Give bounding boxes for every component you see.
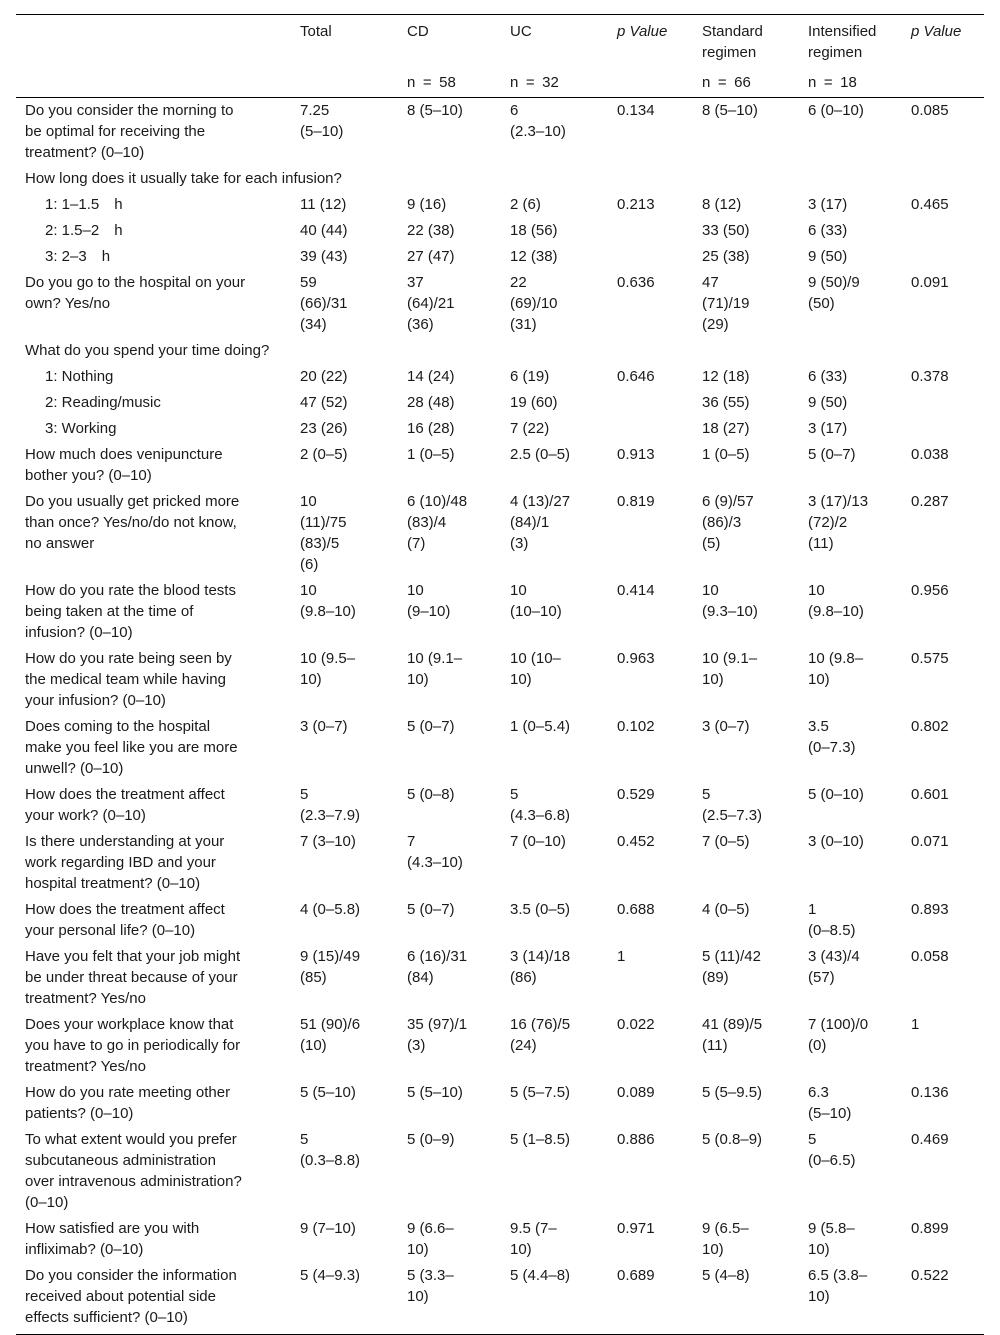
intensified-cell: 9 (5.8– 10) — [808, 1220, 855, 1258]
intensified-cell: 5 (0–10) — [808, 786, 864, 803]
question-cell: Is there understanding at your work regarding IBD and your hospital treatment? (0–10) — [25, 833, 225, 892]
intensified-cell: 9 (50)/9 (50) — [808, 274, 860, 312]
standard-cell: 36 (55) — [702, 394, 750, 411]
p-value-1-cell: 0.688 — [617, 901, 655, 918]
table-row — [16, 646, 984, 714]
question-cell: 1: Nothing — [45, 368, 114, 385]
question-cell: Have you felt that your job might be under threat because of your treatment? Yes/no — [25, 948, 241, 1007]
p-value-2-cell — [902, 390, 984, 416]
intensified-cell: 3.5 (0–7.3) — [808, 718, 856, 756]
total-cell: 5 (5–10) — [300, 1084, 356, 1101]
question-cell: 3: 2–3 h — [45, 248, 111, 265]
total-cell: 9 (7–10) — [300, 1220, 356, 1237]
total-cell: 2 (0–5) — [300, 446, 348, 463]
p-value-1-cell — [608, 416, 693, 442]
intensified-cell: 5 (0–6.5) — [808, 1131, 856, 1169]
uc-cell: 9.5 (7– 10) — [510, 1220, 557, 1258]
intensified-cell: 6 (0–10) — [808, 102, 864, 119]
standard-cell: 41 (89)/5 (11) — [702, 1016, 763, 1054]
total-cell: 7 (3–10) — [300, 833, 356, 850]
question-cell: Do you go to the hospital on your own? Yes/no — [25, 274, 246, 312]
header-p-value-1: p Value — [608, 15, 693, 67]
intensified-cell: 3 (17) — [808, 420, 848, 437]
uc-cell: 7 (22) — [510, 420, 550, 437]
standard-cell: 5 (0.8–9) — [702, 1131, 763, 1148]
table-row — [16, 192, 984, 218]
standard-cell: 4 (0–5) — [702, 901, 750, 918]
cd-cell: 10 (9–10) — [407, 582, 451, 620]
p-value-2-cell: 0.893 — [911, 901, 949, 918]
header-p-value-2: p Value — [902, 15, 984, 67]
p-value-1-cell: 0.134 — [617, 102, 655, 119]
p-value-2-cell: 0.378 — [911, 368, 949, 385]
p-value-1-cell: 0.646 — [617, 368, 655, 385]
intensified-cell: 3 (0–10) — [808, 833, 864, 850]
uc-cell: 10 (10– 10) — [510, 650, 561, 688]
table-row — [16, 364, 984, 390]
p-value-1-cell: 0.022 — [617, 1016, 655, 1033]
uc-cell: 5 (5–7.5) — [510, 1084, 571, 1101]
total-cell: 59 (66)/31 (34) — [300, 274, 348, 333]
results-table — [16, 14, 984, 1335]
total-cell: 40 (44) — [300, 222, 348, 239]
p-value-2-cell: 0.287 — [911, 493, 949, 510]
cd-cell: 5 (0–7) — [407, 901, 455, 918]
question-cell: Does coming to the hospital make you feel like you are more unwell? (0–10) — [25, 718, 238, 777]
cd-cell: 5 (0–9) — [407, 1131, 455, 1148]
uc-cell: 5 (4.3–6.8) — [510, 786, 571, 824]
n-cd: n = 58 — [398, 66, 501, 98]
p-value-1-cell: 0.414 — [617, 582, 655, 599]
uc-cell: 5 (4.4–8) — [501, 1263, 608, 1335]
question-cell: How does the treatment affect your work? (0–10) — [25, 786, 225, 824]
table-row — [16, 338, 984, 364]
table-row — [16, 442, 984, 489]
p-value-1-cell: 0.529 — [617, 786, 655, 803]
p-value-1-cell: 0.452 — [617, 833, 655, 850]
n-intensified: n = 18 — [799, 66, 902, 98]
n-uc: n = 32 — [501, 66, 608, 98]
p-value-1-cell: 0.971 — [617, 1220, 655, 1237]
question-cell: How much does venipuncture bother you? (0–10) — [25, 446, 223, 484]
total-cell: 10 (11)/75 (83)/5 (6) — [300, 493, 347, 573]
question-cell: 1: 1–1.5 h — [45, 196, 123, 213]
table-row — [16, 218, 984, 244]
uc-cell: 6 (19) — [510, 368, 550, 385]
question-cell: 2: Reading/music — [45, 394, 161, 411]
intensified-cell: 3 (17) — [808, 196, 848, 213]
p-value-1-cell: 0.913 — [617, 446, 655, 463]
p-value-1-cell: 0.689 — [608, 1263, 693, 1335]
question-cell: Do you consider the information received about potential side effects sufficient? (0–10) — [16, 1263, 291, 1335]
standard-cell: 47 (71)/19 (29) — [702, 274, 750, 333]
p-value-2-cell: 0.058 — [911, 948, 949, 965]
header-question — [16, 15, 291, 67]
cd-cell: 5 (0–8) — [407, 786, 455, 803]
intensified-cell: 6 (33) — [808, 368, 848, 385]
question-cell: To what extent would you prefer subcutaneous administration over intravenous administration? (0–10) — [25, 1131, 242, 1211]
p-value-2-cell: 0.136 — [911, 1084, 949, 1101]
p-value-2-cell: 0.465 — [911, 196, 949, 213]
cd-cell: 6 (16)/31 (84) — [407, 948, 468, 986]
uc-cell: 4 (13)/27 (84)/1 (3) — [510, 493, 571, 552]
p-value-2-cell: 0.899 — [911, 1220, 949, 1237]
total-cell: 20 (22) — [300, 368, 348, 385]
p-value-1-cell — [608, 218, 693, 244]
uc-cell: 18 (56) — [510, 222, 558, 239]
table-row — [16, 782, 984, 829]
table-row — [16, 578, 984, 646]
p-value-2-cell: 0.522 — [902, 1263, 984, 1335]
cd-cell: 14 (24) — [407, 368, 455, 385]
total-cell: 51 (90)/6 (10) — [300, 1016, 361, 1054]
uc-cell: 7 (0–10) — [510, 833, 566, 850]
standard-cell: 10 (9.3–10) — [702, 582, 758, 620]
cd-cell: 37 (64)/21 (36) — [407, 274, 455, 333]
table-row — [16, 98, 984, 167]
table-row — [16, 390, 984, 416]
question-cell: 2: 1.5–2 h — [45, 222, 123, 239]
section-heading: What do you spend your time doing? — [25, 342, 270, 359]
cd-cell: 7 (4.3–10) — [407, 833, 463, 871]
header-total: Total — [291, 15, 398, 67]
uc-cell: 1 (0–5.4) — [510, 718, 571, 735]
total-cell: 47 (52) — [300, 394, 348, 411]
p-value-2-cell: 0.071 — [911, 833, 949, 850]
p-value-2-cell — [902, 218, 984, 244]
cd-cell: 28 (48) — [407, 394, 455, 411]
cd-cell: 9 (6.6– 10) — [407, 1220, 454, 1258]
intensified-cell: 6.3 (5–10) — [808, 1084, 852, 1122]
uc-cell: 10 (10–10) — [510, 582, 562, 620]
cd-cell: 16 (28) — [407, 420, 455, 437]
table-row — [16, 714, 984, 782]
p-value-1-cell: 0.886 — [617, 1131, 655, 1148]
uc-cell: 22 (69)/10 (31) — [510, 274, 558, 333]
total-cell: 10 (9.5– 10) — [300, 650, 356, 688]
table-row — [16, 897, 984, 944]
standard-cell: 3 (0–7) — [702, 718, 750, 735]
p-value-2-cell — [902, 416, 984, 442]
standard-cell: 9 (6.5– 10) — [702, 1220, 749, 1258]
p-value-2-cell: 0.802 — [911, 718, 949, 735]
uc-cell: 3 (14)/18 (86) — [510, 948, 571, 986]
table-row — [16, 244, 984, 270]
table-row — [16, 944, 984, 1012]
total-cell: 4 (0–5.8) — [300, 901, 361, 918]
question-cell: Do you consider the morning to be optimal for receiving the treatment? (0–10) — [25, 102, 234, 161]
standard-cell: 25 (38) — [702, 248, 750, 265]
header-intensified-regimen: Intensified regimen — [799, 15, 902, 67]
n-standard: n = 66 — [693, 66, 799, 98]
intensified-cell: 3 (17)/13 (72)/2 (11) — [808, 493, 869, 552]
standard-cell: 5 (5–9.5) — [702, 1084, 763, 1101]
cd-cell: 1 (0–5) — [407, 446, 455, 463]
section-heading: How long does it usually take for each infusion? — [25, 170, 342, 187]
table-row — [16, 1012, 984, 1080]
sample-size-row — [16, 66, 984, 98]
standard-cell: 5 (11)/42 (89) — [702, 948, 761, 986]
uc-cell: 16 (76)/5 (24) — [510, 1016, 571, 1054]
total-cell: 39 (43) — [300, 248, 348, 265]
uc-cell: 5 (1–8.5) — [510, 1131, 571, 1148]
cd-cell: 8 (5–10) — [407, 102, 463, 119]
question-cell: Do you usually get pricked more than once? Yes/no/do not know, no answer — [25, 493, 240, 552]
cd-cell: 9 (16) — [407, 196, 447, 213]
standard-cell: 10 (9.1– 10) — [702, 650, 758, 688]
intensified-cell: 9 (50) — [808, 248, 848, 265]
uc-cell: 2 (6) — [510, 196, 541, 213]
standard-cell: 12 (18) — [702, 368, 750, 385]
cd-cell: 10 (9.1– 10) — [407, 650, 463, 688]
intensified-cell: 6 (33) — [808, 222, 848, 239]
p-value-2-cell: 0.601 — [911, 786, 949, 803]
header-row — [16, 15, 984, 67]
intensified-cell: 5 (0–7) — [808, 446, 856, 463]
standard-cell: 8 (12) — [702, 196, 742, 213]
standard-cell: 5 (2.5–7.3) — [702, 786, 763, 824]
p-value-2-cell — [902, 244, 984, 270]
table-row — [16, 270, 984, 338]
p-value-2-cell: 0.091 — [911, 274, 949, 291]
cd-cell: 27 (47) — [407, 248, 455, 265]
p-value-2-cell: 0.956 — [911, 582, 949, 599]
table-row — [16, 829, 984, 897]
total-cell: 5 (4–9.3) — [291, 1263, 398, 1335]
table-row — [16, 1080, 984, 1127]
question-cell: Does your workplace know that you have to go in periodically for treatment? Yes/no — [25, 1016, 241, 1075]
uc-cell: 6 (2.3–10) — [510, 102, 566, 140]
table-row — [16, 1127, 984, 1216]
p-value-1-cell: 0.963 — [617, 650, 655, 667]
header-standard-regimen: Standard regimen — [693, 15, 799, 67]
p-value-2-cell: 0.038 — [911, 446, 949, 463]
total-cell: 10 (9.8–10) — [300, 582, 356, 620]
p-value-1-cell: 1 — [617, 948, 626, 965]
intensified-cell: 10 (9.8–10) — [808, 582, 864, 620]
p-value-1-cell — [608, 390, 693, 416]
question-cell: 3: Working — [45, 420, 117, 437]
p-value-2-cell: 0.085 — [911, 102, 949, 119]
cd-cell: 35 (97)/1 (3) — [407, 1016, 468, 1054]
table-row — [16, 416, 984, 442]
question-cell: How satisfied are you with infliximab? (0–10) — [25, 1220, 200, 1258]
p-value-1-cell: 0.819 — [617, 493, 655, 510]
question-cell: How do you rate being seen by the medical team while having your infusion? (0–10) — [25, 650, 232, 709]
total-cell: 9 (15)/49 (85) — [300, 948, 361, 986]
intensified-cell: 10 (9.8– 10) — [808, 650, 864, 688]
table-body — [16, 98, 984, 1335]
header-cd: CD — [398, 15, 501, 67]
p-value-1-cell: 0.089 — [617, 1084, 655, 1101]
standard-cell: 8 (5–10) — [702, 102, 758, 119]
intensified-cell: 3 (43)/4 (57) — [808, 948, 860, 986]
intensified-cell: 9 (50) — [808, 394, 848, 411]
header-uc: UC — [501, 15, 608, 67]
table-row — [16, 1216, 984, 1263]
total-cell: 11 (12) — [300, 196, 347, 213]
standard-cell: 18 (27) — [702, 420, 750, 437]
p-value-1-cell: 0.213 — [617, 196, 655, 213]
total-cell: 3 (0–7) — [300, 718, 348, 735]
intensified-cell: 6.5 (3.8– 10) — [799, 1263, 902, 1335]
table-row — [16, 166, 984, 192]
p-value-1-cell: 0.636 — [617, 274, 655, 291]
standard-cell: 33 (50) — [702, 222, 750, 239]
cd-cell: 5 (0–7) — [407, 718, 455, 735]
uc-cell: 3.5 (0–5) — [510, 901, 571, 918]
p-value-2-cell: 0.469 — [911, 1131, 949, 1148]
question-cell: How do you rate the blood tests being taken at the time of infusion? (0–10) — [25, 582, 236, 641]
standard-cell: 5 (4–8) — [693, 1263, 799, 1335]
cd-cell: 22 (38) — [407, 222, 455, 239]
p-value-2-cell: 0.575 — [911, 650, 949, 667]
table-row — [16, 1263, 984, 1335]
p-value-2-cell: 1 — [911, 1016, 920, 1033]
p-value-1-cell — [608, 244, 693, 270]
question-cell: How does the treatment affect your personal life? (0–10) — [25, 901, 225, 939]
intensified-cell: 1 (0–8.5) — [808, 901, 856, 939]
uc-cell: 19 (60) — [510, 394, 558, 411]
question-cell: How do you rate meeting other patients? (0–10) — [25, 1084, 231, 1122]
uc-cell: 2.5 (0–5) — [510, 446, 571, 463]
p-value-1-cell: 0.102 — [617, 718, 655, 735]
cd-cell: 6 (10)/48 (83)/4 (7) — [407, 493, 468, 552]
standard-cell: 1 (0–5) — [702, 446, 750, 463]
standard-cell: 7 (0–5) — [702, 833, 750, 850]
cd-cell: 5 (3.3– 10) — [398, 1263, 501, 1335]
uc-cell: 12 (38) — [510, 248, 558, 265]
table-row — [16, 489, 984, 578]
total-cell: 23 (26) — [300, 420, 348, 437]
cd-cell: 5 (5–10) — [407, 1084, 463, 1101]
standard-cell: 6 (9)/57 (86)/3 (5) — [702, 493, 754, 552]
total-cell: 7.25 (5–10) — [300, 102, 344, 140]
intensified-cell: 7 (100)/0 (0) — [808, 1016, 869, 1054]
total-cell: 5 (0.3–8.8) — [300, 1131, 361, 1169]
total-cell: 5 (2.3–7.9) — [300, 786, 361, 824]
